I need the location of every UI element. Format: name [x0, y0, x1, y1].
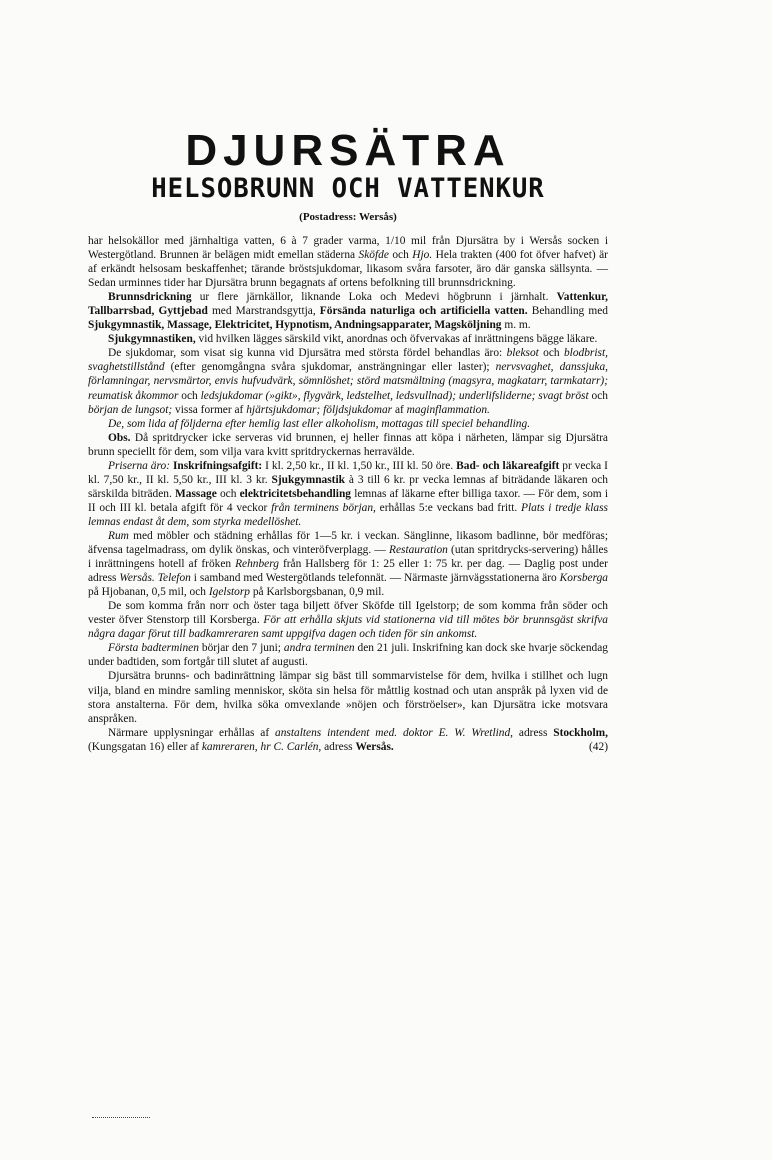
- text: vid hvilken lägges särskild vikt, anordnas och öfvervakas af inrättningens bägge läkare.: [198, 333, 598, 346]
- text: ur flere järnkällor, liknande Loka och Medevi högbrunn i järnhalt.: [199, 291, 549, 304]
- bold-text: Sjukgymnastik: [271, 473, 345, 486]
- postal-address: (Postadress: Wersås): [299, 211, 397, 223]
- text: af: [394, 403, 404, 416]
- paragraph-terms: [88, 641, 608, 669]
- italic-text: Första badterminen: [108, 642, 199, 655]
- bold-text: Sjukgymnastik, Massage, Elektricitet, Hypnotism, Andningsapparater, Magsköljning: [88, 319, 502, 332]
- italic-text: För att erhålla skjuts vid stationerna vid till mötes bör brunnsgäst skrifva några dagar förut till badkamreraren samt uppgifva dagen och tiden för sin ankomst.: [88, 614, 609, 641]
- text: och: [392, 249, 409, 262]
- bold-text: Bad- och läkareafgift: [456, 459, 560, 472]
- paragraph-treatments: [88, 290, 608, 332]
- text: och: [591, 389, 608, 402]
- text: (Kungsgatan 16) eller af: [88, 740, 200, 753]
- italic-text: ledsjukdomar (»gikt», flygvärk, ledstelhet, ledsvullnad); underlifsliderne; svagt bröst: [200, 389, 589, 402]
- text: och: [543, 347, 560, 360]
- italic-text: Rum: [108, 529, 129, 542]
- town-name: Hjo.: [412, 249, 433, 262]
- bold-text: Stockholm,: [553, 726, 608, 739]
- text: erhållas 5:e veckans bad fritt.: [379, 501, 518, 514]
- text: De som komma från norr och öster taga biljett öfver Sköfde till Igelstorp; de som komma från söder och vester öfver Stenstorp till Korsberga.: [88, 600, 608, 627]
- italic-text: maginflammation.: [406, 403, 490, 416]
- italic-text: början de lungsot;: [88, 403, 173, 416]
- text: vissa former af: [175, 403, 244, 416]
- bottom-divider: [92, 1117, 150, 1118]
- text: m. m.: [504, 319, 531, 332]
- paragraph-suitability: [88, 669, 608, 725]
- bold-text: Försända naturliga och artificiella vatten.: [319, 305, 528, 318]
- text: på Karlsborgsbanan, 0,9 mil.: [252, 586, 385, 599]
- italic-text: De, som lida af följderna efter hemlig last eller alkoholism, mottagas till speciel behandling.: [108, 417, 531, 430]
- paragraph-special: [88, 417, 608, 431]
- italic-text: kamreraren, hr C. Carlén,: [201, 740, 322, 753]
- text: har helsokällor med järnhaltiga vatten, 6 à 7 grader varma,: [88, 235, 380, 247]
- bold-text: Inskrifningsafgift:: [172, 459, 263, 472]
- text: i samband med Westergötlands telefonnät. — Närmaste järnvägsstationerna äro: [193, 572, 557, 585]
- italic-text: hjärtsjukdomar; följdsjukdomar: [246, 403, 393, 416]
- italic-text: bleksot: [506, 347, 539, 360]
- text: adress: [518, 726, 548, 739]
- italic-text: Korsberga: [559, 572, 608, 585]
- italic-text: Telefon: [157, 572, 191, 585]
- text: Hela trakten (400 fot öfver hafvet) är af erkändt helsosam beskaffenhet; tärande bröstsjukdomar, likasom svåra farsoter, äro där ganska sällsynta. — Sedan urminnes tider har Djursätra brunn begagnats af ortens befolkning till brunnsdrickning.: [88, 249, 608, 290]
- italic-text: från terminens början,: [271, 501, 376, 514]
- paragraph-prices: [88, 459, 608, 529]
- text: med möbler och städning erhållas för 1—5 kr. i veckan. Sänglinne, likasom badlinne, bör medföras; äfvensa tagelmadrass, om dylik önskas, och vinteröfverplagg. —: [88, 529, 608, 557]
- italic-text: Plats i tredje klass lemnas endast åt dem, som styrka medellöshet.: [88, 501, 608, 528]
- italic-text: blodbrist, svaghetstillstånd: [88, 347, 608, 374]
- page-title: DJURSÄTRA: [185, 126, 511, 175]
- bold-text: Obs.: [108, 431, 131, 444]
- page-number: (42): [589, 740, 608, 753]
- text: börjar den 7 juni;: [201, 642, 281, 655]
- text: lemnas af läkarne efter billiga taxor. — För dem, som i II och III kl. betala afgift för 4 veckor: [88, 487, 608, 514]
- text: mil från Djursätra by i Wersås socken i Westergötland. Brunnen är belägen midt emellan städerna: [88, 235, 608, 262]
- text: De sjukdomar, som visat sig kunna vid Djursätra med största fördel behandlas äro:: [108, 347, 503, 360]
- text: Behandling med: [531, 305, 608, 318]
- body-text: [88, 234, 608, 754]
- heading-text: Brunnsdrickning: [108, 291, 192, 304]
- italic-text: andra terminen: [283, 642, 355, 655]
- paragraph-contact: [88, 726, 608, 754]
- paragraph-diseases: [88, 346, 608, 416]
- italic-text: Priserna äro:: [108, 459, 171, 472]
- bold-text: Vattenkur, Tallbarrsbad, Gyttjebad: [88, 291, 608, 318]
- text: (efter genomgångna svåra sjukdomar, ansträngningar eller laster);: [170, 361, 490, 374]
- paragraph-travel: [88, 599, 608, 641]
- text: Närmare upplysningar erhållas af: [108, 726, 270, 739]
- text: på Hjobanan, 0,5 mil, och: [88, 586, 206, 599]
- paragraph-gymnastics: [88, 332, 608, 346]
- paragraph-notice: [88, 431, 608, 459]
- bold-text: elektricitetsbehandling: [239, 487, 351, 500]
- text: den 21 juli. Inskrifning kan dock ske hvarje söckendag under badtiden, som fortgår till slutet af augusti.: [88, 642, 608, 669]
- text: (utan spritdrycks-servering) hålles i inrättningens hotell af fröken: [88, 544, 608, 571]
- italic-text: anstaltens intendent med. doktor E. W. Wretlind,: [275, 726, 514, 739]
- italic-text: Igelstorp: [208, 586, 250, 599]
- italic-text: nervsvaghet, danssjuka, förlamningar, nervsmärtor, envis hufvudvärk, sömnlöshet; störd matsmältning (magsyra, magkatarr, tarmkatarr); reumatisk åkommor: [88, 361, 608, 402]
- bold-text: Wersås.: [355, 740, 394, 753]
- italic-text: Rehnberg: [235, 558, 279, 571]
- text: I kl. 2,50 kr., II kl. 1,50 kr., III kl. 50 öre.: [265, 459, 454, 472]
- bold-text: Sjukgymnastiken,: [108, 333, 196, 346]
- italic-text: Wersås.: [119, 572, 155, 585]
- paragraph-springs: [88, 234, 608, 290]
- bold-text: Massage: [175, 487, 217, 500]
- italic-text: Restauration: [389, 544, 448, 557]
- text: och: [181, 389, 198, 402]
- paragraph-rooms: [88, 529, 608, 599]
- text: med Marstrandsgyttja,: [211, 305, 316, 318]
- text: adress: [324, 740, 353, 753]
- text: pr vecka I kl. 7,50 kr., II kl. 5,50 kr., III kl. 3 kr.: [88, 459, 608, 486]
- page-subtitle: HELSOBRUNN OCH VATTENKUR: [151, 173, 545, 204]
- advertisement-page: [88, 128, 608, 754]
- text: Djursätra brunns- och badinrättning lämpar sig bäst till sommarvistelse för dem, hvilka i stillhet och lugn vilja, bland en mindre samling menniskor, sköta sin helsa för måttlig kostnad och utan anspråk på lyxen vid de stora anstalterna. För dem, hvilka söka omvexlande »nöjen och förströelser», kan Djursätra icke motsvara anspråken.: [88, 670, 608, 725]
- text: à 3 till 6 kr. pr vecka lemnas af biträdande läkaren och särskilda biträden.: [88, 473, 608, 500]
- fraction: 1/10: [385, 235, 406, 247]
- town-name: Sköfde: [358, 249, 389, 262]
- text: och: [219, 487, 237, 500]
- text: Då spritdrycker icke serveras vid brunnen, ej heller finnas att köpa i närheten, lämpar sig Djursätra brunn speciellt för dem, som vilja vara kvitt spritdryckernas herravälde.: [88, 431, 608, 458]
- text: från Hallsberg för 1: 25 eller 1: 75 kr. per dag. — Daglig post under adress: [88, 558, 608, 585]
